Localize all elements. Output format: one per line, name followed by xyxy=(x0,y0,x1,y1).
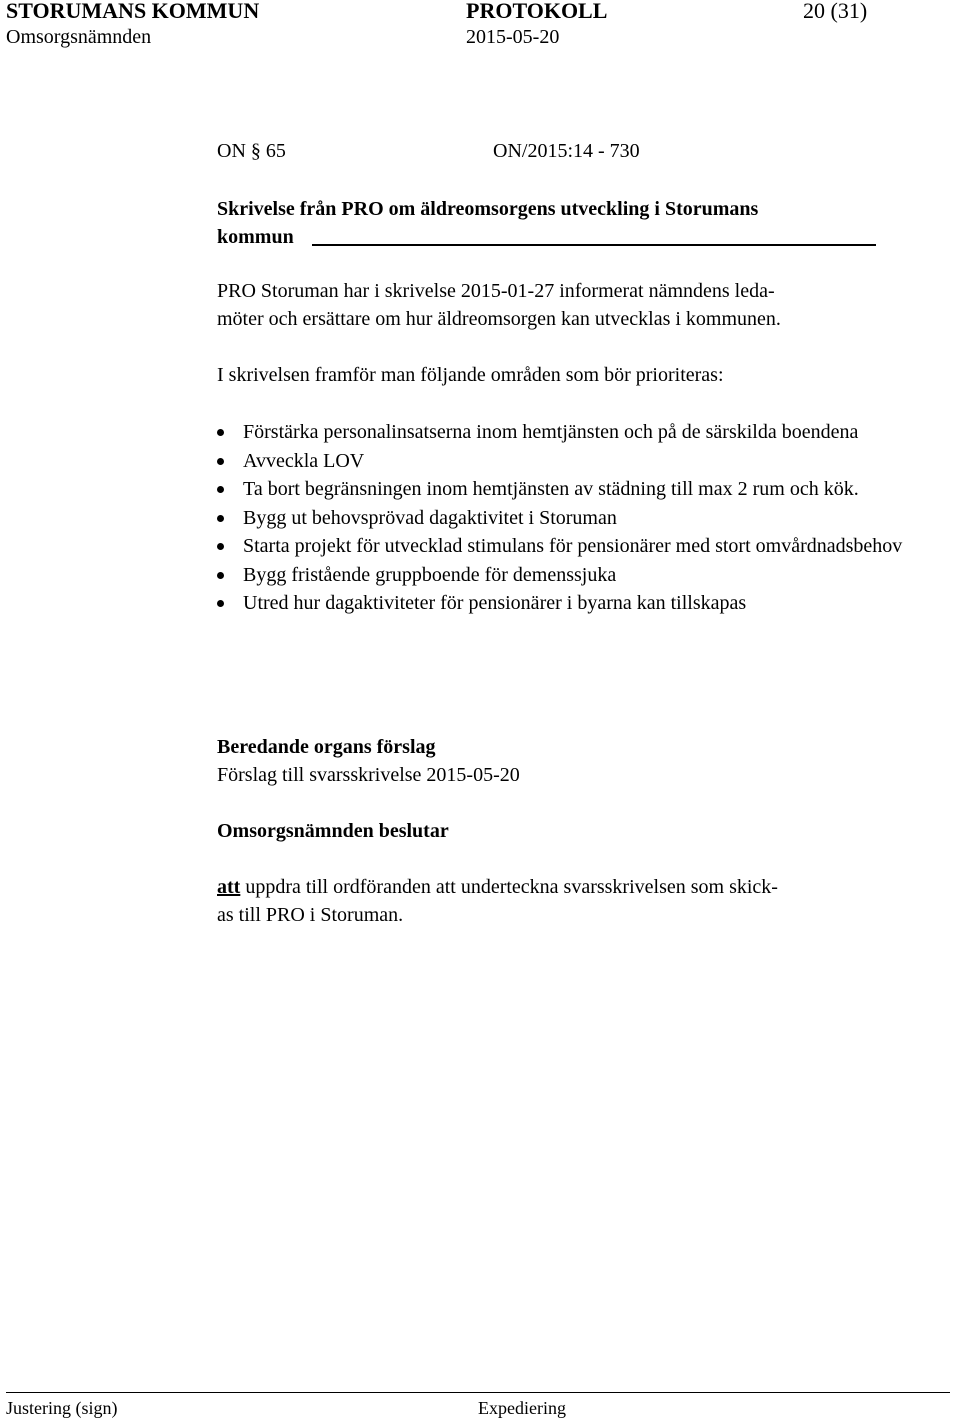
intro-paragraph xyxy=(217,277,887,333)
att-keyword: att xyxy=(217,876,241,898)
organization-name: STORUMANS KOMMUN xyxy=(6,0,260,23)
list-item-text: Starta projekt för utvecklad stimulans för pensionärer med stort omvårdnadsbehov xyxy=(243,535,903,557)
case-title xyxy=(217,195,877,251)
list-item-text: Avveckla LOV xyxy=(243,449,365,472)
bullet-icon xyxy=(217,458,224,465)
title-underline xyxy=(312,244,876,246)
list-item xyxy=(217,418,907,447)
page-number: 20 (31) xyxy=(803,0,868,23)
list-item xyxy=(217,532,907,561)
list-item-text: Utred hur dagaktiviteter för pensionärer i byarna kan tillskapas xyxy=(243,592,747,614)
case-title-line2: kommun xyxy=(217,226,294,248)
case-title-line1: Skrivelse från PRO om äldreomsorgens utveckling i Storumans xyxy=(217,198,759,220)
list-item xyxy=(217,589,907,618)
footer-divider xyxy=(6,1392,950,1393)
list-item-text: Ta bort begränsningen inom hemtjänsten av städning till max 2 rum och kök. xyxy=(243,478,859,500)
list-item xyxy=(217,475,907,504)
case-number: ON § 65 xyxy=(217,140,286,162)
list-item xyxy=(217,447,907,476)
preparation-text: Förslag till svarsskrivelse 2015-05-20 xyxy=(217,764,520,786)
committee-name: Omsorgsnämnden xyxy=(6,26,152,48)
decision-line2: as till PRO i Storuman. xyxy=(217,904,404,926)
priorities-intro: I skrivelsen framför man följande områden som bör prioriteras: xyxy=(217,364,724,386)
bullet-icon xyxy=(217,543,224,550)
decision-heading: Omsorgsnämnden beslutar xyxy=(217,820,449,842)
list-item xyxy=(217,504,907,533)
bullet-icon xyxy=(217,515,224,522)
list-item-text: Förstärka personalinsatserna inom hemtjänsten och på de särskilda boendena xyxy=(243,421,859,443)
list-item-text: Bygg fristående gruppboende för demenssjuka xyxy=(243,563,617,586)
priorities-list xyxy=(217,418,907,618)
bullet-icon xyxy=(217,429,224,436)
decision-text xyxy=(217,873,907,929)
meeting-date: 2015-05-20 xyxy=(466,26,560,48)
list-item xyxy=(217,561,907,590)
bullet-icon xyxy=(217,572,224,579)
case-reference: ON/2015:14 - 730 xyxy=(493,140,640,162)
footer-dispatch-label: Expediering xyxy=(478,1398,566,1418)
footer-signature-label: Justering (sign) xyxy=(6,1398,118,1418)
list-item-text: Bygg ut behovsprövad dagaktivitet i Storuman xyxy=(243,506,617,529)
decision-line1: uppdra till ordföranden att underteckna svarsskrivelsen som skick- xyxy=(240,876,778,898)
intro-line1: PRO Storuman har i skrivelse 2015-01-27 informerat nämndens leda- xyxy=(217,280,775,302)
preparation-heading: Beredande organs förslag xyxy=(217,736,436,758)
intro-line2: möter och ersättare om hur äldreomsorgen kan utvecklas i kommunen. xyxy=(217,308,781,330)
bullet-icon xyxy=(217,486,224,493)
document-type: PROTOKOLL xyxy=(466,0,608,23)
bullet-icon xyxy=(217,600,224,607)
